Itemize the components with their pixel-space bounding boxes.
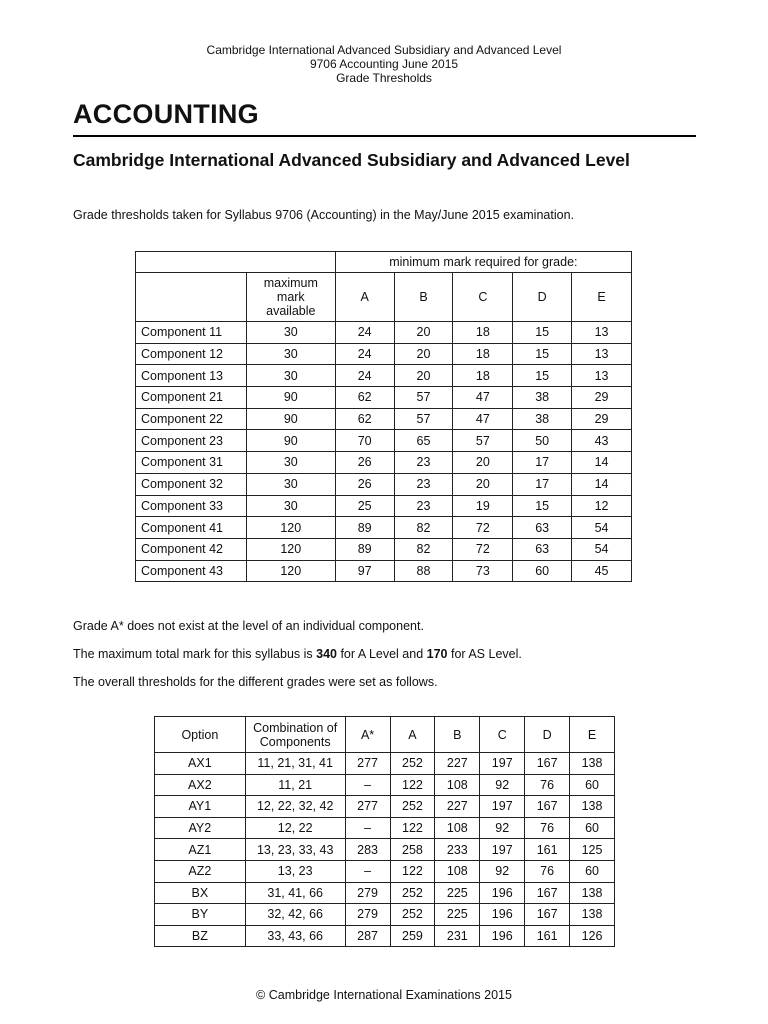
grade-a-mark: 62 bbox=[335, 408, 394, 430]
max-mark: 120 bbox=[246, 560, 335, 582]
grade-c-mark: 47 bbox=[453, 387, 513, 409]
grade-c-mark: 18 bbox=[453, 343, 513, 365]
title-divider bbox=[73, 135, 696, 137]
grade-c-mark: 18 bbox=[453, 365, 513, 387]
component-name: Component 31 bbox=[136, 452, 247, 474]
grade-e-mark: 125 bbox=[570, 839, 615, 861]
component-combination: 12, 22 bbox=[245, 817, 345, 839]
grade-c-mark: 19 bbox=[453, 495, 513, 517]
table-row bbox=[136, 517, 632, 539]
grade-c-mark: 57 bbox=[453, 430, 513, 452]
grade-a-mark: 97 bbox=[335, 560, 394, 582]
table-row bbox=[155, 796, 615, 818]
grade-d-mark: 15 bbox=[513, 322, 572, 344]
document-header bbox=[0, 43, 768, 85]
grade-e-mark: 60 bbox=[570, 860, 615, 882]
option-code: BX bbox=[155, 882, 246, 904]
grade-a-mark: 89 bbox=[335, 538, 394, 560]
blank-header-cell bbox=[136, 252, 336, 273]
max-mark: 30 bbox=[246, 452, 335, 474]
grade-d-mark: 17 bbox=[513, 452, 572, 474]
grade-e-mark: 43 bbox=[572, 430, 632, 452]
component-combination: 11, 21, 31, 41 bbox=[245, 753, 345, 775]
grade-b-mark: 23 bbox=[394, 473, 453, 495]
option-code: AZ2 bbox=[155, 860, 246, 882]
component-combination: 31, 41, 66 bbox=[245, 882, 345, 904]
component-name: Component 21 bbox=[136, 387, 247, 409]
grade-d-mark: 63 bbox=[513, 538, 572, 560]
grade-e-mark: 54 bbox=[572, 517, 632, 539]
component-name: Component 32 bbox=[136, 473, 247, 495]
grade-a-mark: 24 bbox=[335, 343, 394, 365]
table-row bbox=[136, 430, 632, 452]
grade-c-mark: 197 bbox=[480, 796, 525, 818]
grade-c-mark: 18 bbox=[453, 322, 513, 344]
table-row bbox=[155, 860, 615, 882]
grade-header-astar: A* bbox=[345, 717, 390, 753]
as-level-max: 170 bbox=[426, 647, 448, 661]
grade-e-mark: 138 bbox=[570, 796, 615, 818]
grade-a-mark: 122 bbox=[390, 817, 435, 839]
component-thresholds-table bbox=[135, 251, 632, 582]
table-row bbox=[155, 882, 615, 904]
grade-a-mark: 26 bbox=[335, 473, 394, 495]
grade-d-mark: 38 bbox=[513, 387, 572, 409]
grade-e-mark: 13 bbox=[572, 343, 632, 365]
option-code: BY bbox=[155, 904, 246, 926]
grade-a-mark: 259 bbox=[390, 925, 435, 947]
grade-header-e: E bbox=[570, 717, 615, 753]
grade-b-mark: 57 bbox=[394, 387, 453, 409]
grade-c-mark: 92 bbox=[480, 774, 525, 796]
table-row bbox=[155, 839, 615, 861]
table-row bbox=[136, 473, 632, 495]
component-name: Component 12 bbox=[136, 343, 247, 365]
component-name: Component 13 bbox=[136, 365, 247, 387]
grade-d-mark: 161 bbox=[525, 839, 570, 861]
option-code: AY1 bbox=[155, 796, 246, 818]
max-mark: 90 bbox=[246, 387, 335, 409]
component-combination: 32, 42, 66 bbox=[245, 904, 345, 926]
table-row bbox=[136, 408, 632, 430]
grade-b-mark: 65 bbox=[394, 430, 453, 452]
astar-note: Grade A* does not exist at the level of an individual component. bbox=[73, 619, 424, 633]
grade-header-c: C bbox=[453, 273, 513, 322]
header-line-3: Grade Thresholds bbox=[336, 71, 432, 85]
grade-astar-mark: 283 bbox=[345, 839, 390, 861]
table-row bbox=[136, 387, 632, 409]
grade-header-d: D bbox=[513, 273, 572, 322]
grade-header-a: A bbox=[335, 273, 394, 322]
max-mark: 30 bbox=[246, 473, 335, 495]
grade-a-mark: 252 bbox=[390, 904, 435, 926]
grade-a-mark: 24 bbox=[335, 365, 394, 387]
table-row bbox=[136, 343, 632, 365]
grade-b-mark: 57 bbox=[394, 408, 453, 430]
grade-astar-mark: – bbox=[345, 860, 390, 882]
grade-b-mark: 88 bbox=[394, 560, 453, 582]
grade-e-mark: 126 bbox=[570, 925, 615, 947]
grade-b-mark: 108 bbox=[435, 860, 480, 882]
table-header-row bbox=[136, 273, 632, 322]
grade-header-a: A bbox=[390, 717, 435, 753]
component-name: Component 43 bbox=[136, 560, 247, 582]
grade-b-mark: 233 bbox=[435, 839, 480, 861]
grade-e-mark: 13 bbox=[572, 365, 632, 387]
table-row bbox=[155, 904, 615, 926]
table-row bbox=[155, 753, 615, 775]
grade-c-mark: 20 bbox=[453, 452, 513, 474]
grade-c-mark: 73 bbox=[453, 560, 513, 582]
grade-c-mark: 197 bbox=[480, 839, 525, 861]
intro-text: Grade thresholds taken for Syllabus 9706 (Accounting) in the May/June 2015 examination. bbox=[73, 208, 574, 222]
grade-astar-mark: 287 bbox=[345, 925, 390, 947]
grade-c-mark: 92 bbox=[480, 817, 525, 839]
component-combination: 11, 21 bbox=[245, 774, 345, 796]
grade-c-mark: 197 bbox=[480, 753, 525, 775]
page-subtitle: Cambridge International Advanced Subsidiary and Advanced Level bbox=[73, 150, 630, 170]
grade-b-mark: 108 bbox=[435, 774, 480, 796]
table-row bbox=[155, 817, 615, 839]
grade-header-d: D bbox=[525, 717, 570, 753]
grade-a-mark: 122 bbox=[390, 774, 435, 796]
grade-e-mark: 29 bbox=[572, 408, 632, 430]
header-line-2: 9706 Accounting June 2015 bbox=[309, 57, 459, 71]
table-row bbox=[136, 560, 632, 582]
table-row bbox=[155, 774, 615, 796]
component-combination: 33, 43, 66 bbox=[245, 925, 345, 947]
component-name: Component 11 bbox=[136, 322, 247, 344]
grade-a-mark: 24 bbox=[335, 322, 394, 344]
grade-d-mark: 167 bbox=[525, 796, 570, 818]
grade-d-mark: 76 bbox=[525, 817, 570, 839]
table-row bbox=[155, 925, 615, 947]
grade-c-mark: 196 bbox=[480, 925, 525, 947]
grade-c-mark: 72 bbox=[453, 538, 513, 560]
grade-header-b: B bbox=[435, 717, 480, 753]
option-code: AX1 bbox=[155, 753, 246, 775]
grade-b-mark: 225 bbox=[435, 904, 480, 926]
grade-b-mark: 20 bbox=[394, 365, 453, 387]
grade-c-mark: 20 bbox=[453, 473, 513, 495]
grade-b-mark: 20 bbox=[394, 322, 453, 344]
grade-d-mark: 50 bbox=[513, 430, 572, 452]
max-mark: 90 bbox=[246, 430, 335, 452]
table-row bbox=[136, 322, 632, 344]
table-header-row bbox=[136, 252, 632, 273]
option-code: AX2 bbox=[155, 774, 246, 796]
grade-a-mark: 252 bbox=[390, 753, 435, 775]
grade-d-mark: 167 bbox=[525, 882, 570, 904]
grade-a-mark: 89 bbox=[335, 517, 394, 539]
max-mark: 30 bbox=[246, 495, 335, 517]
header-line-1: Cambridge International Advanced Subsidiary and Advanced Level bbox=[206, 43, 562, 57]
grade-d-mark: 17 bbox=[513, 473, 572, 495]
option-code: BZ bbox=[155, 925, 246, 947]
grade-a-mark: 70 bbox=[335, 430, 394, 452]
grade-a-mark: 252 bbox=[390, 796, 435, 818]
grade-c-mark: 72 bbox=[453, 517, 513, 539]
overall-note: The overall thresholds for the different grades were set as follows. bbox=[73, 675, 438, 689]
grade-header-b: B bbox=[394, 273, 453, 322]
option-code: AZ1 bbox=[155, 839, 246, 861]
max-mark: 120 bbox=[246, 517, 335, 539]
grade-b-mark: 82 bbox=[394, 538, 453, 560]
grade-astar-mark: – bbox=[345, 817, 390, 839]
component-combination: 13, 23 bbox=[245, 860, 345, 882]
max-mark: 30 bbox=[246, 365, 335, 387]
grade-e-mark: 138 bbox=[570, 882, 615, 904]
grade-group-header: minimum mark required for grade: bbox=[335, 252, 631, 273]
option-header: Option bbox=[155, 717, 246, 753]
component-name: Component 23 bbox=[136, 430, 247, 452]
grade-d-mark: 15 bbox=[513, 365, 572, 387]
grade-header-c: C bbox=[480, 717, 525, 753]
max-mark: 120 bbox=[246, 538, 335, 560]
grade-d-mark: 76 bbox=[525, 860, 570, 882]
grade-b-mark: 20 bbox=[394, 343, 453, 365]
grade-astar-mark: 279 bbox=[345, 904, 390, 926]
copyright-footer: © Cambridge International Examinations 2015 bbox=[256, 988, 512, 1002]
grade-c-mark: 196 bbox=[480, 882, 525, 904]
grade-d-mark: 167 bbox=[525, 904, 570, 926]
table-row bbox=[136, 365, 632, 387]
grade-d-mark: 167 bbox=[525, 753, 570, 775]
max-mark: 90 bbox=[246, 408, 335, 430]
page-title: ACCOUNTING bbox=[73, 99, 259, 129]
grade-d-mark: 15 bbox=[513, 343, 572, 365]
table-row bbox=[136, 538, 632, 560]
a-level-max: 340 bbox=[316, 647, 337, 661]
grade-e-mark: 138 bbox=[570, 904, 615, 926]
grade-e-mark: 14 bbox=[572, 452, 632, 474]
max-mark: 30 bbox=[246, 322, 335, 344]
grade-a-mark: 258 bbox=[390, 839, 435, 861]
grade-astar-mark: – bbox=[345, 774, 390, 796]
grade-e-mark: 29 bbox=[572, 387, 632, 409]
grade-a-mark: 122 bbox=[390, 860, 435, 882]
grade-e-mark: 45 bbox=[572, 560, 632, 582]
combination-header: Combination of Components bbox=[245, 717, 345, 753]
grade-c-mark: 196 bbox=[480, 904, 525, 926]
grade-b-mark: 231 bbox=[435, 925, 480, 947]
grade-d-mark: 63 bbox=[513, 517, 572, 539]
grade-e-mark: 60 bbox=[570, 817, 615, 839]
grade-d-mark: 15 bbox=[513, 495, 572, 517]
table-header-row bbox=[155, 717, 615, 753]
grade-astar-mark: 279 bbox=[345, 882, 390, 904]
grade-header-e: E bbox=[572, 273, 632, 322]
grade-d-mark: 161 bbox=[525, 925, 570, 947]
grade-b-mark: 225 bbox=[435, 882, 480, 904]
max-mark-header: maximum mark available bbox=[246, 273, 335, 322]
grade-e-mark: 54 bbox=[572, 538, 632, 560]
grade-b-mark: 108 bbox=[435, 817, 480, 839]
grade-b-mark: 227 bbox=[435, 753, 480, 775]
component-name: Component 42 bbox=[136, 538, 247, 560]
grade-b-mark: 82 bbox=[394, 517, 453, 539]
grade-b-mark: 227 bbox=[435, 796, 480, 818]
component-name: Component 41 bbox=[136, 517, 247, 539]
component-name: Component 22 bbox=[136, 408, 247, 430]
grade-a-mark: 26 bbox=[335, 452, 394, 474]
max-mark: 30 bbox=[246, 343, 335, 365]
grade-d-mark: 38 bbox=[513, 408, 572, 430]
blank-header-cell bbox=[136, 273, 247, 322]
grade-c-mark: 47 bbox=[453, 408, 513, 430]
grade-a-mark: 25 bbox=[335, 495, 394, 517]
grade-d-mark: 76 bbox=[525, 774, 570, 796]
option-thresholds-table bbox=[154, 716, 615, 947]
option-code: AY2 bbox=[155, 817, 246, 839]
grade-e-mark: 13 bbox=[572, 322, 632, 344]
table-row bbox=[136, 452, 632, 474]
component-combination: 12, 22, 32, 42 bbox=[245, 796, 345, 818]
table-row bbox=[136, 495, 632, 517]
component-name: Component 33 bbox=[136, 495, 247, 517]
grade-d-mark: 60 bbox=[513, 560, 572, 582]
grade-a-mark: 62 bbox=[335, 387, 394, 409]
grade-b-mark: 23 bbox=[394, 452, 453, 474]
max-total-note: The maximum total mark for this syllabus is 340 for A Level and 170 for AS Level. bbox=[73, 647, 522, 661]
grade-e-mark: 14 bbox=[572, 473, 632, 495]
grade-e-mark: 138 bbox=[570, 753, 615, 775]
grade-astar-mark: 277 bbox=[345, 753, 390, 775]
grade-astar-mark: 277 bbox=[345, 796, 390, 818]
grade-e-mark: 12 bbox=[572, 495, 632, 517]
grade-e-mark: 60 bbox=[570, 774, 615, 796]
component-combination: 13, 23, 33, 43 bbox=[245, 839, 345, 861]
grade-c-mark: 92 bbox=[480, 860, 525, 882]
grade-a-mark: 252 bbox=[390, 882, 435, 904]
grade-b-mark: 23 bbox=[394, 495, 453, 517]
